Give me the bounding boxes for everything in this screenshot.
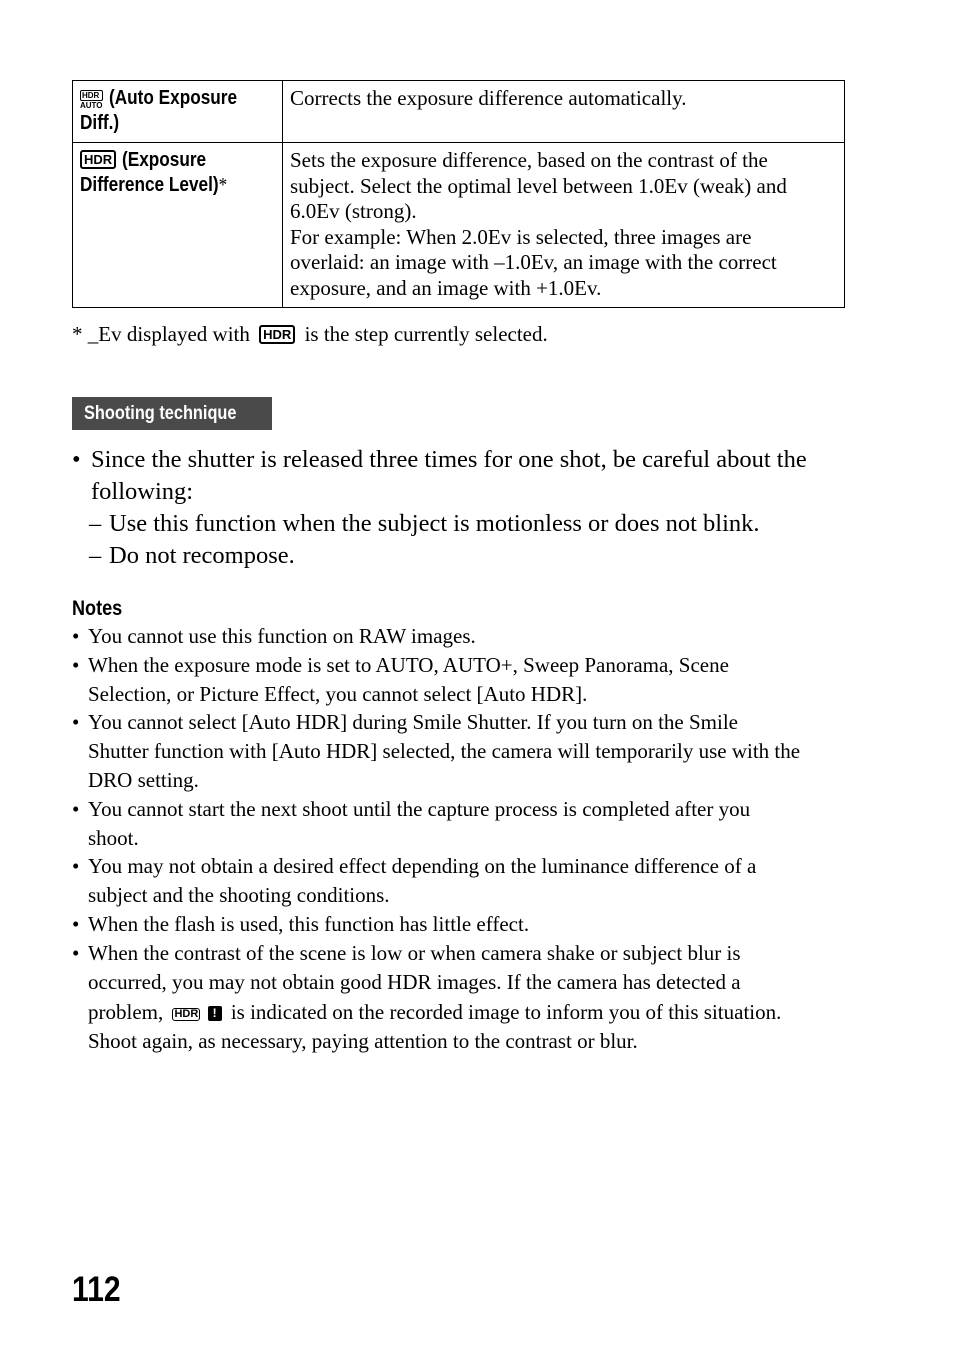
footnote: * _Ev displayed with HDR is the step currently selected. (72, 322, 548, 346)
setting-name-cell (73, 81, 283, 143)
table-row (73, 143, 845, 308)
sub-list-item: – Do not recompose. (72, 540, 852, 572)
notes-list (72, 622, 852, 1056)
page-number: 112 (72, 1270, 121, 1309)
list-item: • When the contrast of the scene is low or when camera shake or subject blur is occurred, you may not obtain good HDR images. If the camera has detected a problem, HDR ! is indicated on the recorded image to inform you of this situation. Shoot again, as necessary, paying attention to the contrast or blur. (72, 940, 782, 1054)
list-item: • You cannot select [Auto HDR] during Smile Shutter. If you turn on the Smile Shutter function with [Auto HDR] selected, the camera will temporarily use with the DRO setting. (72, 710, 801, 792)
list-item: • When the exposure mode is set to AUTO, AUTO+, Sweep Panorama, Scene Selection, or Picture Effect, you cannot select [Auto HDR]. (72, 652, 729, 706)
sub-list-item: – Use this function when the subject is motionless or does not blink. (72, 508, 852, 540)
dash: – (89, 510, 102, 537)
setting-name: Diff.) (80, 112, 120, 134)
section-label: Shooting technique (72, 397, 272, 430)
warning-icon: ! (208, 1006, 222, 1021)
list-item: • You cannot use this function on RAW images. (72, 624, 476, 648)
setting-name: (Auto Exposure (108, 87, 237, 109)
list-item: • You cannot start the next shoot until the capture process is completed after you shoot. (72, 796, 751, 850)
setting-description: Corrects the exposure difference automatically. (283, 81, 845, 143)
list-item: • When the flash is used, this function has little effect. (72, 911, 530, 936)
notes-heading: Notes (72, 597, 123, 620)
hdr-warning-icon: HDR ! (172, 996, 221, 1025)
hdr-icon: HDR (259, 325, 295, 344)
hdr-icon: HDR (80, 150, 116, 169)
setting-name: Difference Level)* (80, 174, 228, 196)
bullet: • (72, 446, 81, 473)
settings-table (72, 80, 845, 308)
list-item: • You may not obtain a desired effect depending on the luminance difference of a subject and the shooting conditions. (72, 854, 757, 908)
dash: – (89, 542, 102, 569)
setting-name-cell (73, 143, 283, 308)
list-item: • Since the shutter is released three times for one shot, be careful about the following: (72, 446, 807, 505)
setting-description: Sets the exposure difference, based on the contrast of the subject. Select the optimal level between 1.0Ev (weak) and 6.0Ev (strong). For example: When 2.0Ev is selected, three images are overlaid: an image with –1.0Ev, an image with the correct exposure, and an image with +1.0Ev. (283, 143, 845, 308)
technique-list (72, 444, 852, 572)
setting-name: (Exposure (122, 149, 207, 171)
hdr-auto-icon: HDR AUTO (80, 91, 103, 110)
table-row (73, 81, 845, 143)
